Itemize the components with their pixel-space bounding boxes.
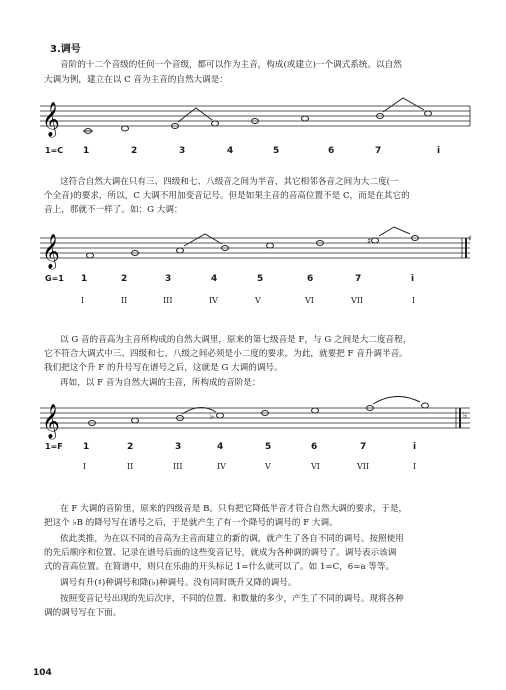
degree-4: 4 — [217, 442, 224, 452]
degree-4: 4 — [211, 274, 218, 284]
degree-7: 7 — [375, 146, 382, 156]
treble-clef-icon: 𝄞 — [42, 102, 60, 137]
roman-row-g — [45, 296, 485, 308]
degree-5: 5 — [265, 442, 272, 452]
paragraph-3-line-3: 我们把这个升 F 的升号写在谱号之后，这就是 G 大调的调号。 — [44, 363, 283, 373]
paragraph-2-line-3: 音上，那就不一样了。如：G 大调： — [44, 205, 183, 215]
degree-3: 3 — [179, 146, 186, 156]
roman-numeral: II — [127, 462, 134, 471]
paragraph-6-line-3: 式的音高位置。在简谱中，则只在乐曲的开头标记 1=什么就可以了。如 1=C，6=a 等等。 — [44, 562, 395, 572]
degree-8: i — [411, 274, 415, 284]
roman-numeral: IV — [217, 462, 226, 471]
degree-1: 1 — [83, 146, 90, 156]
roman-numeral: V — [255, 296, 261, 305]
treble-clef-icon: 𝄞 — [42, 234, 60, 269]
degree-5: 5 — [257, 274, 264, 284]
roman-numeral: III — [173, 462, 183, 471]
roman-numeral: I — [81, 296, 85, 305]
degree-7: 7 — [355, 274, 362, 284]
roman-numeral: V — [265, 462, 271, 471]
degrees-row-f — [45, 442, 485, 456]
roman-numeral: I — [83, 462, 87, 471]
degree-6: 6 — [311, 442, 318, 452]
paragraph-5-line-2: 把这个 ♭B 的降号写在谱号之后，于是就产生了有一个降号的调号的 F 大调。 — [44, 518, 338, 528]
page-number: 104 — [33, 668, 52, 678]
section-title: 3.调号 — [50, 44, 81, 55]
degree-8: i — [437, 146, 441, 156]
key-label-c: 1=C — [45, 146, 64, 155]
roman-numeral: IV — [209, 296, 218, 305]
roman-numeral: VII — [357, 462, 370, 471]
paragraph-6-line-2: 的先后顺序和位置、记录在谱号后面的这些变音记号，就成为各种调的调号了。调号表示该调 — [44, 548, 397, 558]
staff-g-major — [30, 226, 475, 274]
sharp-icon: ♯ — [468, 234, 472, 243]
paragraph-2-line-2: 个全音)的要求，所以，C 大调不用加变音记号。但是如果主音的音高位置不是 C，而是在其它的 — [44, 191, 410, 201]
paragraph-6-line-1: 依此类推，为在以不同的音高为主音而建立的新的调，就产生了各自不同的调号。按照使用 — [60, 534, 404, 544]
roman-numeral: I — [412, 296, 416, 305]
degree-1: 1 — [81, 274, 88, 284]
paragraph-8-line-1: 按照变音记号出现的先后次序，不同的位置、和数量的多少，产生了不同的调号。现将各种 — [60, 594, 404, 604]
roman-numeral: III — [163, 296, 173, 305]
degrees-row-c — [45, 146, 485, 160]
sharp-icon: ♯ — [367, 237, 372, 247]
roman-numeral: II — [121, 296, 128, 305]
degree-2: 2 — [131, 146, 138, 156]
degree-6: 6 — [307, 274, 314, 284]
roman-numeral: I — [413, 462, 417, 471]
degree-4: 4 — [227, 146, 234, 156]
degree-3: 3 — [165, 274, 172, 284]
paragraph-8-line-2: 调的调号写在下面。 — [44, 608, 122, 618]
paragraph-4-line-1: 再如，以 F 音为自然大调的主音，所构成的音阶是： — [60, 378, 261, 388]
degree-1: 1 — [83, 442, 90, 452]
degree-8: i — [413, 442, 417, 452]
staff-c-major — [30, 96, 475, 146]
paragraph-3-line-1: 以 G 音的音高为主音所构成的自然大调里，原来的第七级音是 F，与 G 之间是大二度音程， — [60, 335, 412, 345]
paragraph-5-line-1: 在 F 大调的音阶里，原来的四级音是 B。只有把它降低半音才符合自然大调的要求，于是， — [60, 504, 408, 514]
degree-5: 5 — [273, 146, 280, 156]
paragraph-3-line-2: 它不符合大调式中三、四级和七、八级之间必须是小二度的要求。为此，就要把 F 音升调半音。 — [44, 349, 408, 359]
paragraph-1-line-2: 大调为例，建立在以 C 音为主音的自然大调是： — [44, 75, 228, 85]
degrees-row-g — [45, 274, 485, 288]
staff-f-major — [30, 396, 475, 442]
degree-3: 3 — [175, 442, 182, 452]
roman-numeral: VII — [351, 296, 364, 305]
paragraph-1-line-1: 音阶的十二个音级的任何一个音级，都可以作为主音，构成(或建立)一个调式系统。以自然 — [60, 60, 402, 70]
key-label-f: 1=F — [45, 442, 63, 451]
key-label-g: G=1 — [45, 274, 64, 283]
roman-numeral: VI — [305, 296, 314, 305]
degree-7: 7 — [360, 442, 367, 452]
flat-icon: ♭ — [463, 411, 468, 421]
degree-2: 2 — [121, 274, 128, 284]
paragraph-7-line-1: 调号有升(♯)种调号和降(♭)种调号。没有同时既升又降的调号。 — [60, 578, 297, 588]
roman-row-f — [45, 462, 485, 474]
treble-clef-icon: 𝄞 — [42, 404, 60, 439]
flat-icon: ♭ — [210, 412, 215, 422]
paragraph-2-line-1: 这符合自然大调在只有三、四级和七、八级音之间为半音，其它相邻各音之间为大二度(一 — [60, 177, 399, 187]
degree-6: 6 — [328, 146, 335, 156]
roman-numeral: VI — [311, 462, 320, 471]
degree-2: 2 — [127, 442, 134, 452]
